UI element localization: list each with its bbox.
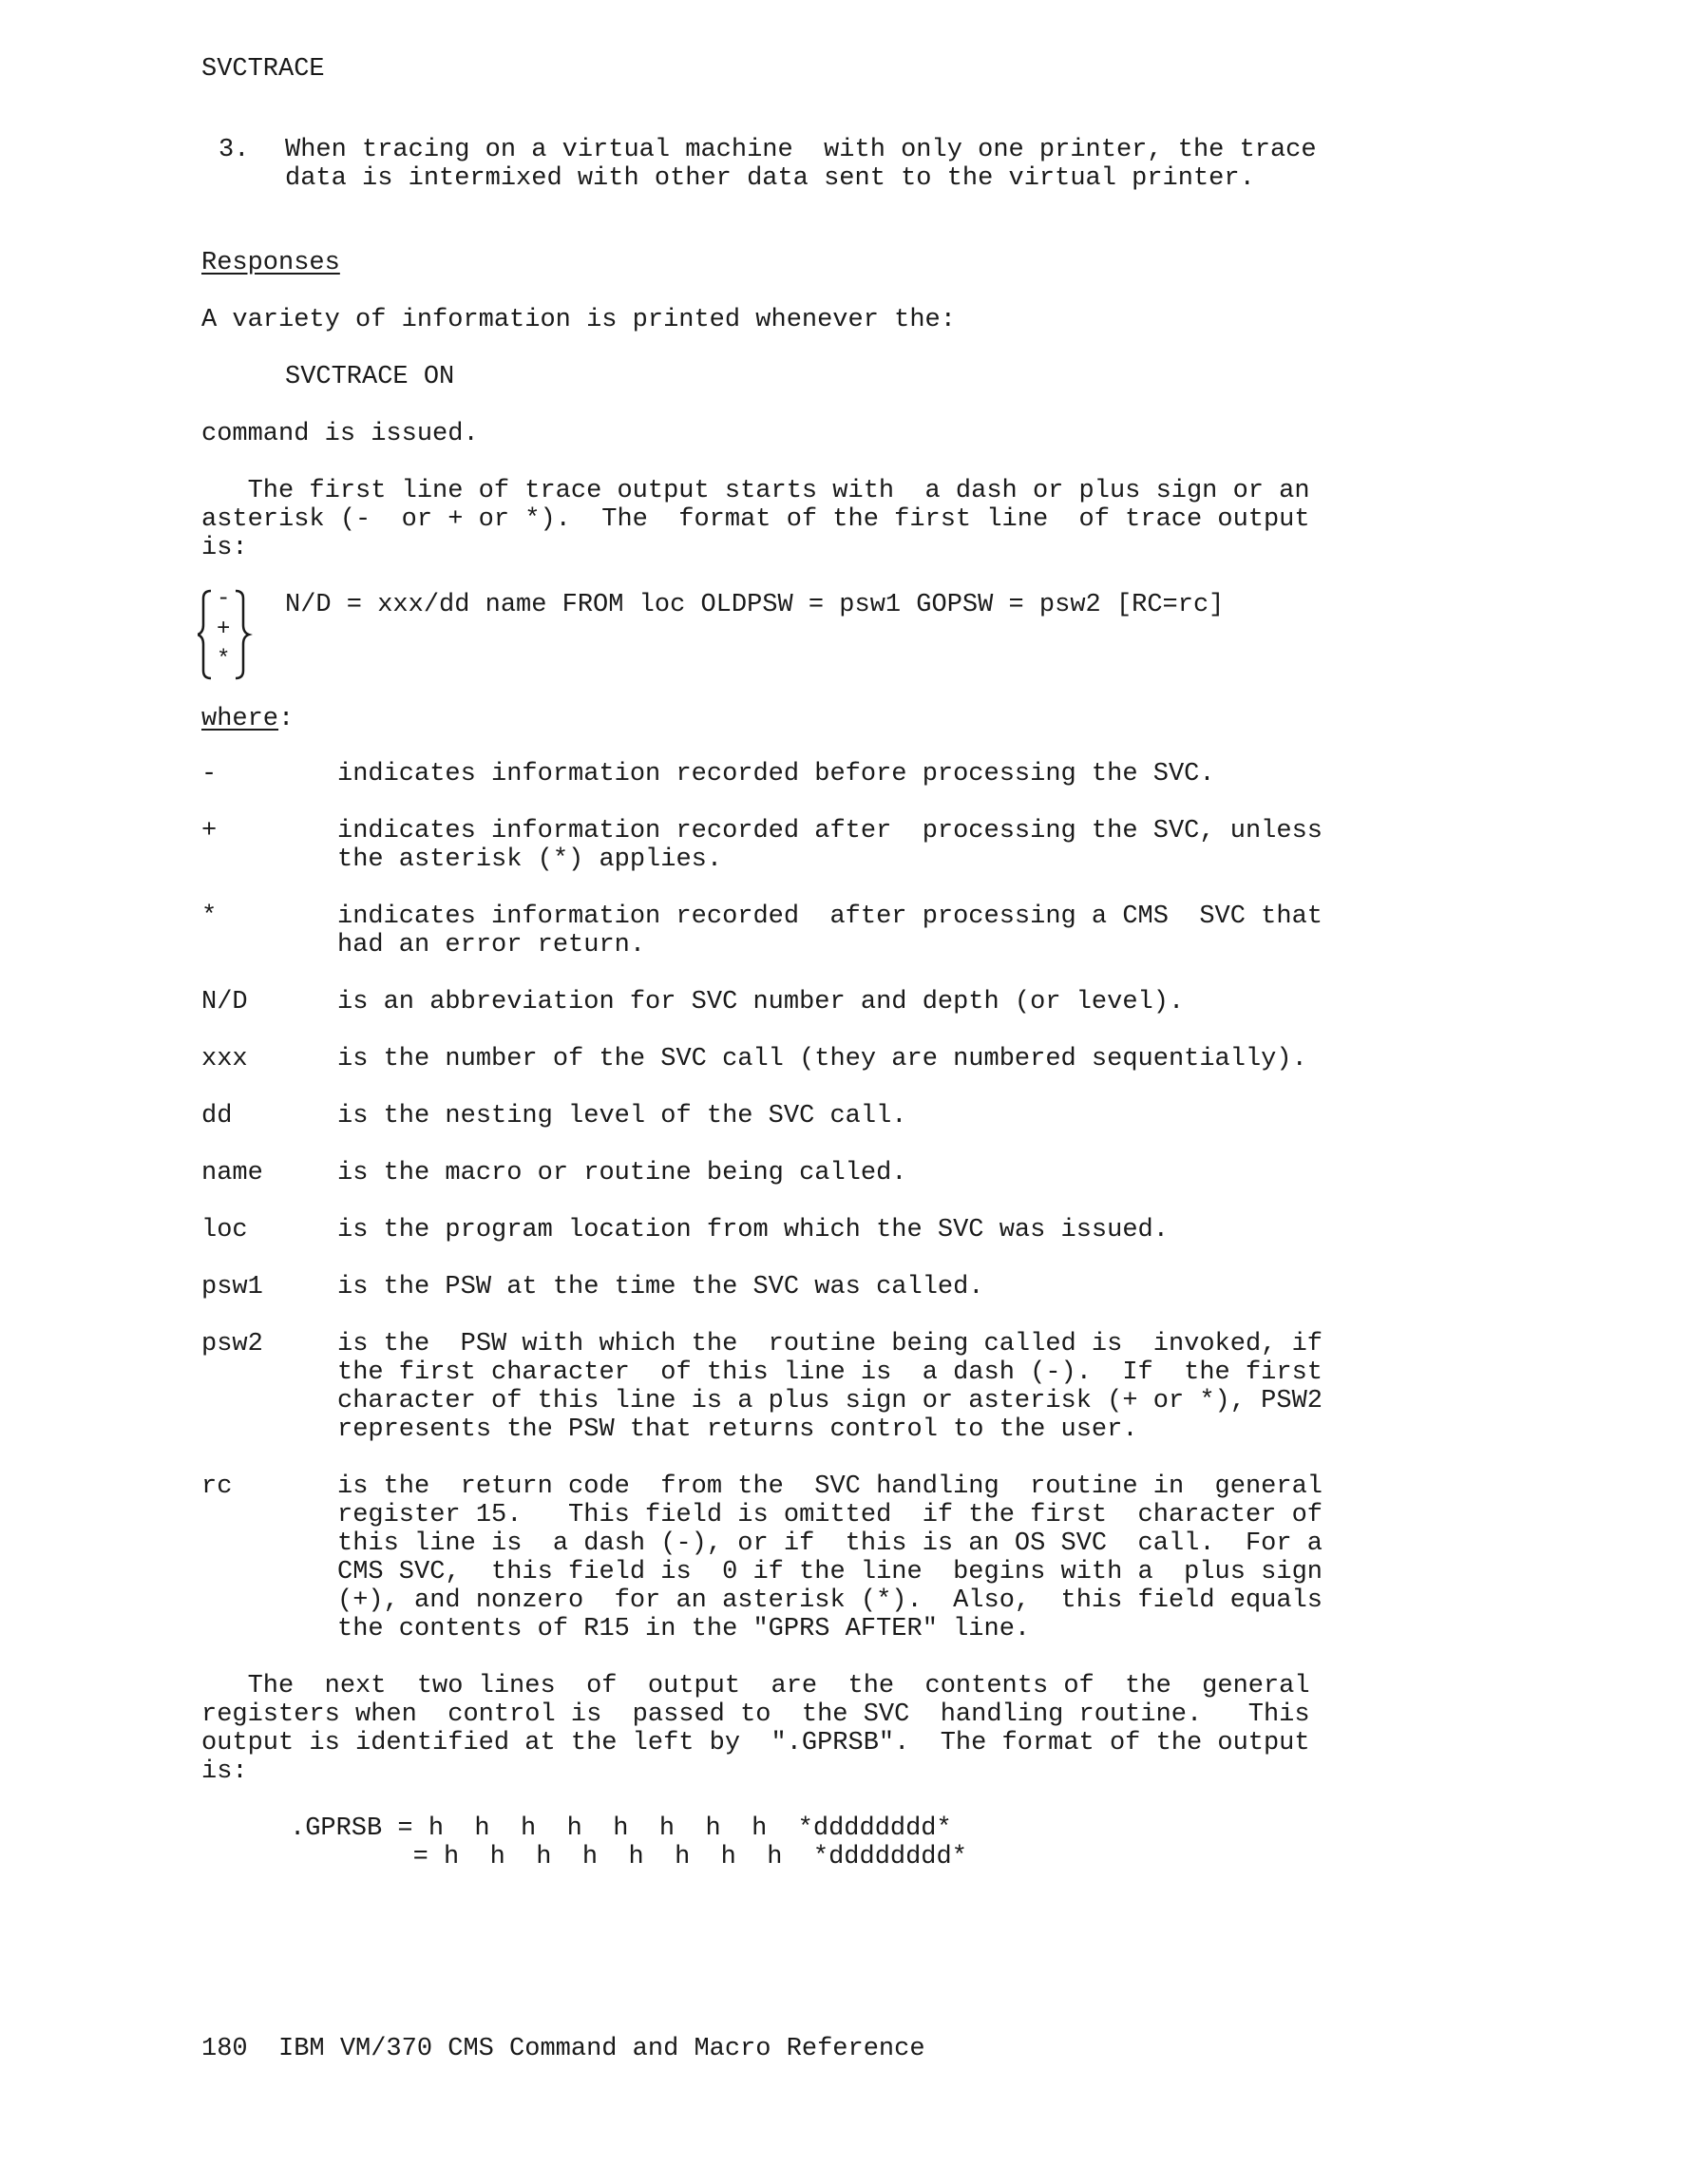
def-text: is the PSW with which the routine being called is invoked, if	[337, 1330, 1323, 1358]
def-term: -	[201, 760, 218, 788]
paragraph-line: is:	[201, 1757, 248, 1786]
def-term: *	[201, 902, 218, 931]
paragraph-line: The next two lines of output are the contents of the general	[201, 1672, 1310, 1700]
def-text: (+), and nonzero for an asterisk (*). Also, this field equals	[337, 1586, 1323, 1615]
paragraph-line: asterisk (- or + or *). The format of the first line of trace output	[201, 505, 1310, 534]
def-term: rc	[201, 1472, 233, 1501]
def-term: dd	[201, 1102, 233, 1130]
after-command-text: command is issued.	[201, 420, 479, 448]
brace-asterisk: *	[217, 647, 231, 673]
where-word: where	[201, 705, 279, 733]
def-text: had an error return.	[337, 931, 646, 959]
def-text: is the PSW at the time the SVC was called.	[337, 1273, 984, 1301]
format-line: N/D = xxx/dd name FROM loc OLDPSW = psw1 GOPSW = psw2 [RC=rc]	[285, 591, 1225, 619]
def-text: the first character of this line is a dash (-). If the first	[337, 1358, 1323, 1387]
def-text: is the macro or routine being called.	[337, 1159, 907, 1187]
def-text: this line is a dash (-), or if this is an OS SVC call. For a	[337, 1529, 1323, 1558]
paragraph-line: registers when control is passed to the SVC handling routine. This	[201, 1700, 1310, 1729]
paragraph-line: output is identified at the left by ".GPRSB". The format of the output	[201, 1729, 1310, 1757]
def-text: character of this line is a plus sign or asterisk (+ or *), PSW2	[337, 1387, 1323, 1415]
def-text: is an abbreviation for SVC number and depth (or level).	[337, 988, 1185, 1016]
def-term: psw2	[201, 1330, 263, 1358]
def-text: is the program location from which the SVC was issued.	[337, 1216, 1169, 1244]
paragraph-line: is:	[201, 534, 248, 562]
def-term: loc	[201, 1216, 248, 1244]
def-text: indicates information recorded after processing a CMS SVC that	[337, 902, 1323, 931]
note-3-line: data is intermixed with other data sent to the virtual printer.	[285, 164, 1255, 193]
def-text: indicates information recorded before processing the SVC.	[337, 760, 1215, 788]
def-term: +	[201, 817, 218, 845]
responses-heading: Responses	[201, 249, 340, 277]
gprsb-format-line: .GPRSB = h h h h h h h h *dddddddd*	[290, 1814, 952, 1843]
def-term: psw1	[201, 1273, 263, 1301]
command-example: SVCTRACE ON	[285, 363, 455, 391]
note-3-number: 3.	[219, 136, 250, 164]
def-term: name	[201, 1159, 263, 1187]
def-text: the contents of R15 in the "GPRS AFTER" line.	[337, 1615, 1031, 1643]
where-colon: :	[278, 705, 295, 733]
gprsb-format-line: = h h h h h h h h *dddddddd*	[290, 1843, 967, 1871]
running-head: SVCTRACE	[201, 55, 325, 84]
def-text: CMS SVC, this field is 0 if the line begins with a plus sign	[337, 1558, 1323, 1586]
brace-dash: -	[217, 586, 231, 612]
def-text: is the return code from the SVC handling routine in general	[337, 1472, 1323, 1501]
note-3-line: When tracing on a virtual machine with only one printer, the trace	[285, 136, 1317, 164]
def-text: indicates information recorded after processing the SVC, unless	[337, 817, 1323, 845]
symbol-brace	[198, 587, 255, 682]
where-label	[201, 705, 294, 733]
responses-intro: A variety of information is printed whenever the:	[201, 306, 956, 334]
paragraph-line: The first line of trace output starts with a dash or plus sign or an	[201, 477, 1310, 505]
def-text: register 15. This field is omitted if the first character of	[337, 1501, 1323, 1529]
def-text: is the nesting level of the SVC call.	[337, 1102, 907, 1130]
def-text: the asterisk (*) applies.	[337, 845, 723, 874]
def-term: xxx	[201, 1045, 248, 1073]
def-term: N/D	[201, 988, 248, 1016]
def-text: is the number of the SVC call (they are numbered sequentially).	[337, 1045, 1307, 1073]
def-text: represents the PSW that returns control to the user.	[337, 1415, 1138, 1444]
page-footer: 180 IBM VM/370 CMS Command and Macro Reference	[201, 2035, 925, 2063]
brace-plus: +	[217, 617, 231, 642]
